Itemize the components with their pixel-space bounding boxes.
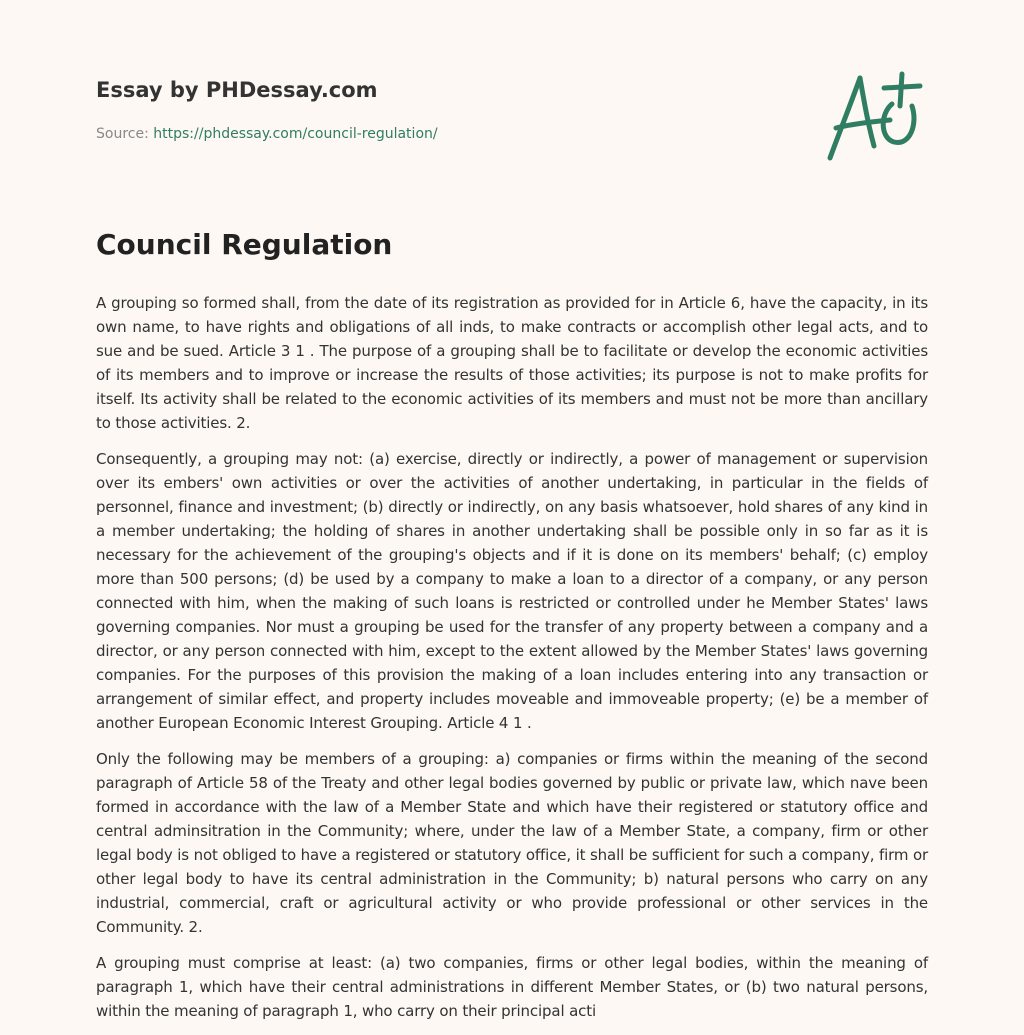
site-title: Essay by PHDessay.com: [96, 78, 378, 102]
source-line: [96, 124, 696, 144]
essay-paragraph: Only the following may be members of a grouping: a) companies or firms within the meaning of the second paragraph of Article 58 of the Treaty and other legal bodies governed by public or private law, which nave been formed in accordance with the law of a Member State and which have their registered or statutory office and central adminsitration in the Community; where, under the law of a Member State, a company, firm or other legal body is not obliged to have a registered or statutory office, it shall be sufficient for such a company, firm or other legal body to have its central administration in the Community; b) natural persons who carry on any industrial, commercial, craft or agricultural activity or who provide professional or other services in the Community. 2.: [96, 750, 928, 936]
essay-paragraph: A grouping must comprise at least: (a) two companies, firms or other legal bodies, within the meaning of paragraph 1, which have their central administrations in different Member States, or (b) two natural persons, within the meaning of paragraph 1, who carry on their principal acti: [96, 954, 928, 1020]
essay-content: [96, 225, 928, 1035]
header: [96, 76, 696, 144]
essay-paragraph: Consequently, a grouping may not: (a) exercise, directly or indirectly, a power of management or supervision over its embers' own activities or over the activities of another undertaking, in particular in the fields of personnel, finance and investment; (b) directly or indirectly, on any basis whatsoever, hold shares of any kind in a member undertaking; the holding of shares in another undertaking shall be possible only in so far as it is necessary for the achievement of the grouping's objects and if it is done on its members' behalf; (c) employ more than 500 persons; (d) be used by a company to make a loan to a director of a company, or any person connected with him, when the making of such loans is restricted or controlled under he Member States' laws governing companies. Nor must a grouping be used for the transfer of any property between a company and a director, or any person connected with him, except to the extent allowed by the Member States' laws governing companies. For the purposes of this provision the making of a loan includes entering into any transaction or arrangement of similar effect, and property includes moveable and immoveable property; (e) be a member of another European Economic Interest Grouping. Article 4 1 .: [96, 450, 928, 732]
a-plus-grade-icon: [820, 66, 930, 166]
source-label: Source:: [96, 126, 149, 142]
essay-paragraph: A grouping so formed shall, from the date of its registration as provided for in Article 6, have the capacity, in its own name, to have rights and obligations of all inds, to make contracts or accomplish other legal acts, and to sue and be sued. Article 3 1 . The purpose of a grouping shall be to facilitate or develop the economic activities of its members and to improve or increase the results of those activities; its purpose is not to make profits for itself. Its activity shall be related to the economic activities of its members and must not be more than ancillary to those activities. 2.: [96, 294, 928, 432]
source-link[interactable]: https://phdessay.com/council-regulation/: [153, 126, 438, 142]
essay-title: Council Regulation: [96, 228, 393, 261]
